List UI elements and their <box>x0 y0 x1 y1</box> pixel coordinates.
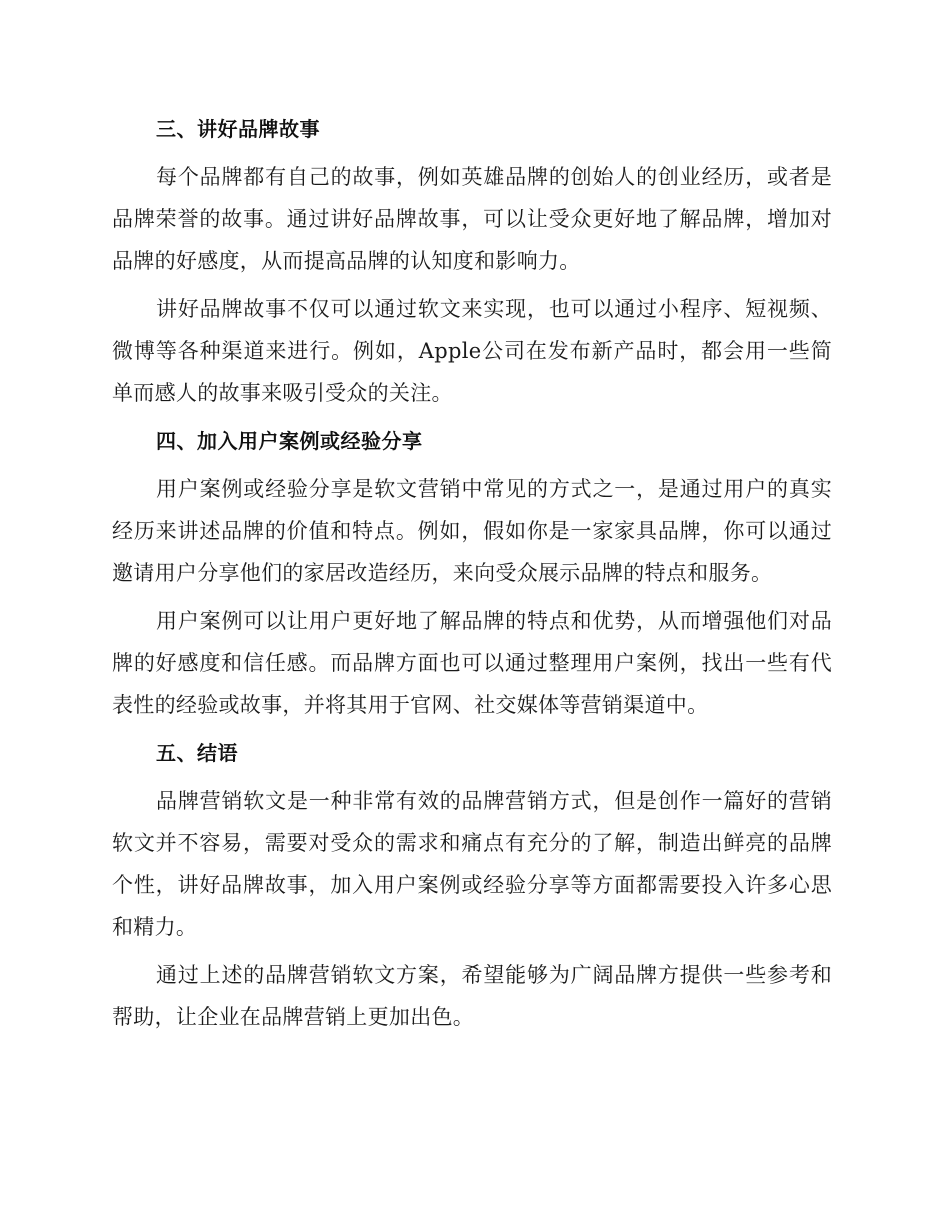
section-brand-story <box>112 108 832 414</box>
section-heading: 五、结语 <box>156 741 238 765</box>
section-heading: 四、加入用户案例或经验分享 <box>156 429 423 453</box>
paragraph: 用户案例或经验分享是软文营销中常见的方式之一，是通过用户的真实经历来讲述品牌的价值和特点。例如，假如你是一家家具品牌，你可以通过邀请用户分享他们的家居改造经历，来向受众展示品牌的特点和服务。 <box>112 477 832 585</box>
paragraph: 用户案例可以让用户更好地了解品牌的特点和优势，从而增强他们对品牌的好感度和信任感。而品牌方面也可以通过整理用户案例，找出一些有代表性的经验或故事，并将其用于官网、社交媒体等营销渠道中。 <box>112 609 832 717</box>
paragraph: 品牌营销软文是一种非常有效的品牌营销方式，但是创作一篇好的营销软文并不容易，需要对受众的需求和痛点有充分的了解，制造出鲜亮的品牌个性，讲好品牌故事，加入用户案例或经验分享等方面都需要投入许多心思和精力。 <box>112 789 832 939</box>
section-heading: 三、讲好品牌故事 <box>156 117 320 141</box>
paragraph: 讲好品牌故事不仅可以通过软文来实现，也可以通过小程序、短视频、微博等各种渠道来进行。例如，Apple公司在发布新产品时，都会用一些简单而感人的故事来吸引受众的关注。 <box>112 297 832 405</box>
paragraph: 通过上述的品牌营销软文方案，希望能够为广阔品牌方提供一些参考和帮助，让企业在品牌营销上更加出色。 <box>112 963 832 1029</box>
paragraph: 每个品牌都有自己的故事，例如英雄品牌的创始人的创业经历，或者是品牌荣誉的故事。通过讲好品牌故事，可以让受众更好地了解品牌，增加对品牌的好感度，从而提高品牌的认知度和影响力。 <box>112 165 832 273</box>
section-conclusion <box>112 732 832 1038</box>
section-user-cases <box>112 420 832 726</box>
document-body <box>112 108 832 1044</box>
